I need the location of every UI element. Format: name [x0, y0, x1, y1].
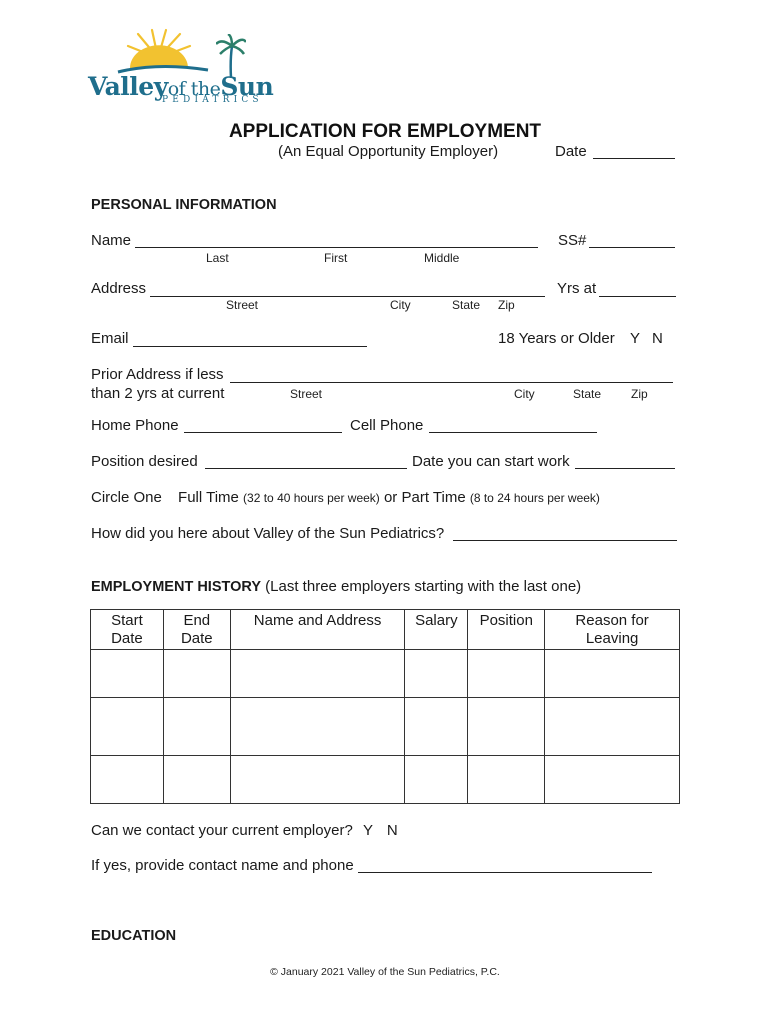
- cell-phone-label: Cell Phone: [350, 417, 424, 434]
- prior-sub-zip: Zip: [631, 387, 648, 401]
- table-cell[interactable]: [91, 698, 164, 756]
- start-date-field[interactable]: [575, 468, 675, 469]
- email-field[interactable]: [133, 346, 367, 347]
- footer-copyright: © January 2021 Valley of the Sun Pediatrics, P.C.: [270, 966, 500, 978]
- table-cell[interactable]: [405, 756, 468, 804]
- contact-question: Can we contact your current employer?: [91, 822, 353, 839]
- addr-sub-city: City: [390, 298, 411, 312]
- table-header-row: [91, 610, 680, 650]
- name-sub-first: First: [324, 251, 348, 265]
- table-cell[interactable]: [545, 650, 680, 698]
- prior-sub-street: Street: [290, 387, 323, 401]
- hear-about-field[interactable]: [453, 540, 677, 541]
- date-label: Date: [555, 143, 587, 160]
- cell-phone-field[interactable]: [429, 432, 597, 433]
- prior-sub-city: City: [514, 387, 535, 401]
- table-cell[interactable]: [545, 756, 680, 804]
- table-cell[interactable]: [468, 698, 545, 756]
- position-field[interactable]: [205, 468, 407, 469]
- table-cell[interactable]: [468, 756, 545, 804]
- table-cell[interactable]: [230, 650, 405, 698]
- home-phone-field[interactable]: [184, 432, 342, 433]
- yrs-at-field[interactable]: [599, 296, 676, 297]
- prior-sub-state: State: [573, 387, 602, 401]
- table-row: [91, 756, 680, 804]
- employment-heading-note: (Last three employers starting with the last one): [265, 578, 582, 595]
- addr-sub-street: Street: [226, 298, 259, 312]
- col-header-start-date: Start Date: [91, 610, 164, 650]
- older-label: 18 Years or Older: [498, 330, 615, 347]
- ss-label: SS#: [558, 232, 587, 249]
- start-date-label: Date you can start work: [412, 453, 570, 470]
- part-time-note: (8 to 24 hours per week): [469, 491, 600, 505]
- name-label: Name: [91, 232, 132, 249]
- table-cell[interactable]: [405, 698, 468, 756]
- prior-address-field[interactable]: [230, 382, 673, 383]
- table-cell[interactable]: [545, 698, 680, 756]
- hear-about-label: How did you here about Valley of the Sun Pediatrics?: [91, 525, 445, 542]
- logo-subtitle: PEDIATRICS: [162, 95, 263, 105]
- yrs-at-label: Yrs at: [557, 280, 597, 297]
- personal-info-heading: PERSONAL INFORMATION: [91, 197, 277, 213]
- addr-sub-state: State: [452, 298, 481, 312]
- full-time-option[interactable]: Full Time: [178, 489, 239, 506]
- col-header-salary: Salary: [405, 610, 468, 650]
- table-cell[interactable]: [468, 650, 545, 698]
- prior-address-label-1: Prior Address if less: [91, 366, 224, 383]
- page-subtitle: (An Equal Opportunity Employer): [278, 143, 499, 160]
- table-cell[interactable]: [230, 756, 405, 804]
- company-logo: [88, 28, 274, 108]
- name-sub-last: Last: [206, 251, 229, 265]
- email-label: Email: [91, 330, 129, 347]
- table-cell[interactable]: [405, 650, 468, 698]
- col-header-position: Position: [468, 610, 545, 650]
- circle-one-label: Circle One: [91, 489, 162, 506]
- table-cell[interactable]: [230, 698, 405, 756]
- date-field[interactable]: [593, 158, 675, 159]
- contact-question-row: [91, 822, 398, 839]
- ss-field[interactable]: [589, 247, 675, 248]
- prior-address-label-2: than 2 yrs at current: [91, 385, 225, 402]
- circle-one-row: [91, 489, 600, 506]
- table-cell[interactable]: [91, 650, 164, 698]
- employment-table: [90, 609, 680, 804]
- table-cell[interactable]: [163, 698, 230, 756]
- table-row: [91, 650, 680, 698]
- full-time-note: (32 to 40 hours per week): [243, 491, 380, 505]
- contact-provide-field[interactable]: [358, 872, 652, 873]
- table-cell[interactable]: [163, 756, 230, 804]
- name-sub-middle: Middle: [424, 251, 460, 265]
- contact-yes-option[interactable]: Y: [362, 822, 373, 839]
- employment-heading: EMPLOYMENT HISTORY: [91, 579, 261, 595]
- name-field[interactable]: [135, 247, 538, 248]
- contact-provide-label: If yes, provide contact name and phone: [91, 857, 354, 874]
- or-text: or: [383, 489, 398, 506]
- home-phone-label: Home Phone: [91, 417, 179, 434]
- address-label: Address: [91, 280, 147, 297]
- logo-wordmark: Valleyof theSun: [88, 72, 274, 101]
- table-row: [91, 698, 680, 756]
- older-yes-option[interactable]: Y: [630, 330, 641, 347]
- page-title: APPLICATION FOR EMPLOYMENT: [228, 121, 542, 142]
- contact-no-option[interactable]: N: [386, 822, 398, 839]
- older-no-option[interactable]: N: [652, 330, 663, 347]
- part-time-option[interactable]: Part Time: [401, 489, 466, 506]
- col-header-name-address: Name and Address: [230, 610, 405, 650]
- table-cell[interactable]: [91, 756, 164, 804]
- table-cell[interactable]: [163, 650, 230, 698]
- position-label: Position desired: [91, 453, 198, 470]
- education-heading: EDUCATION: [91, 928, 177, 944]
- col-header-end-date: End Date: [163, 610, 230, 650]
- address-field[interactable]: [150, 296, 545, 297]
- col-header-reason: Reason for Leaving: [545, 610, 680, 650]
- employment-heading-row: [91, 578, 581, 595]
- addr-sub-zip: Zip: [498, 298, 515, 312]
